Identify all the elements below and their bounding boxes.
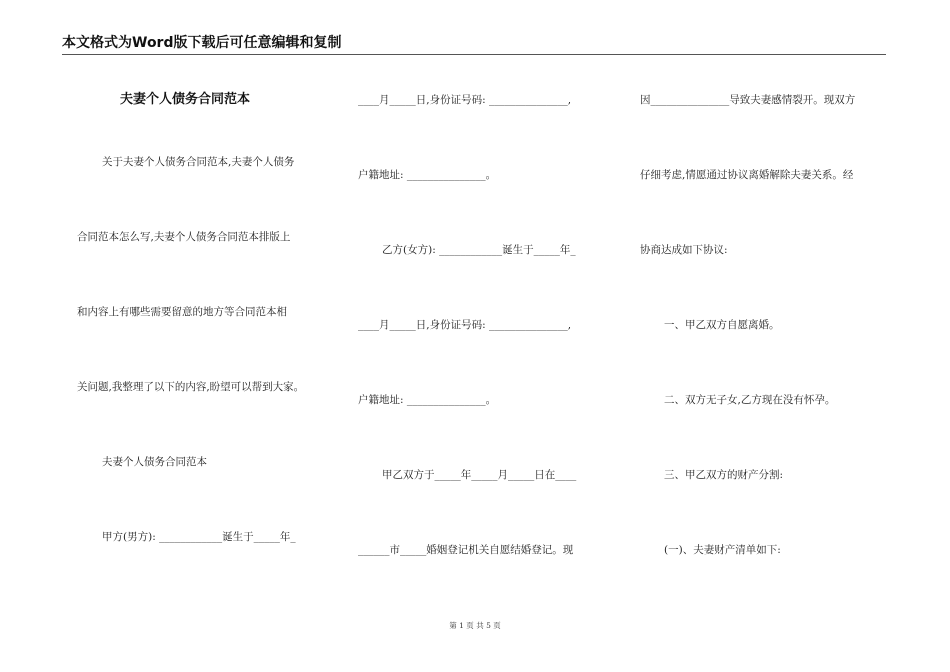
paragraph-line: 协商达成如下协议:: [640, 244, 728, 256]
paragraph-line: 甲方(男方): ____________诞生于_____年_: [102, 531, 296, 543]
paragraph-line: 户籍地址: _______________。: [358, 394, 497, 406]
paragraph-line: 甲乙双方于_____年_____月_____日在____: [382, 469, 577, 481]
page-number: 第 1 页 共 5 页: [449, 621, 501, 630]
paragraph-line: 合同范本怎么写,夫妻个人债务合同范本排版上: [77, 231, 291, 243]
paragraph-line: 二、双方无子女,乙方现在没有怀孕。: [664, 394, 836, 406]
text-column-1: [0, 0, 340, 672]
paragraph-line: 关问题,我整理了以下的内容,盼望可以帮到大家。: [77, 381, 305, 393]
paragraph-line: ____月_____日,身份证号码: _______________,: [358, 94, 572, 106]
paragraph-line: 三、甲乙双方的财产分割:: [664, 469, 784, 481]
paragraph-line: (一)、夫妻财产清单如下:: [664, 544, 781, 556]
paragraph-line: ______市_____婚姻登记机关自愿结婚登记。现: [358, 544, 574, 556]
header-text: 本文格式为Word版下载后可任意编辑和复制: [62, 35, 342, 51]
paragraph-line: 因_______________导致夫妻感情裂开。现双方: [640, 94, 856, 106]
text-column-3: [630, 0, 930, 672]
text-column-2: [340, 0, 630, 672]
paragraph-line: 乙方(女方): ____________诞生于_____年_: [382, 244, 576, 256]
paragraph-line: ____月_____日,身份证号码: _______________,: [358, 319, 572, 331]
section-heading: 夫妻个人债务合同范本: [102, 456, 207, 468]
paragraph-line: 仔细考虑,情愿通过协议离婚解除夫妻关系。经: [640, 169, 854, 181]
paragraph-line: 一、甲乙双方自愿离婚。: [664, 319, 780, 331]
paragraph-line: 关于夫妻个人债务合同范本,夫妻个人债务: [102, 156, 295, 168]
paragraph-line: 和内容上有哪些需要留意的地方等合同范本相: [77, 306, 287, 318]
paragraph-line: 户籍地址: _______________。: [358, 169, 497, 181]
document-title: 夫妻个人债务合同范本: [120, 92, 251, 107]
